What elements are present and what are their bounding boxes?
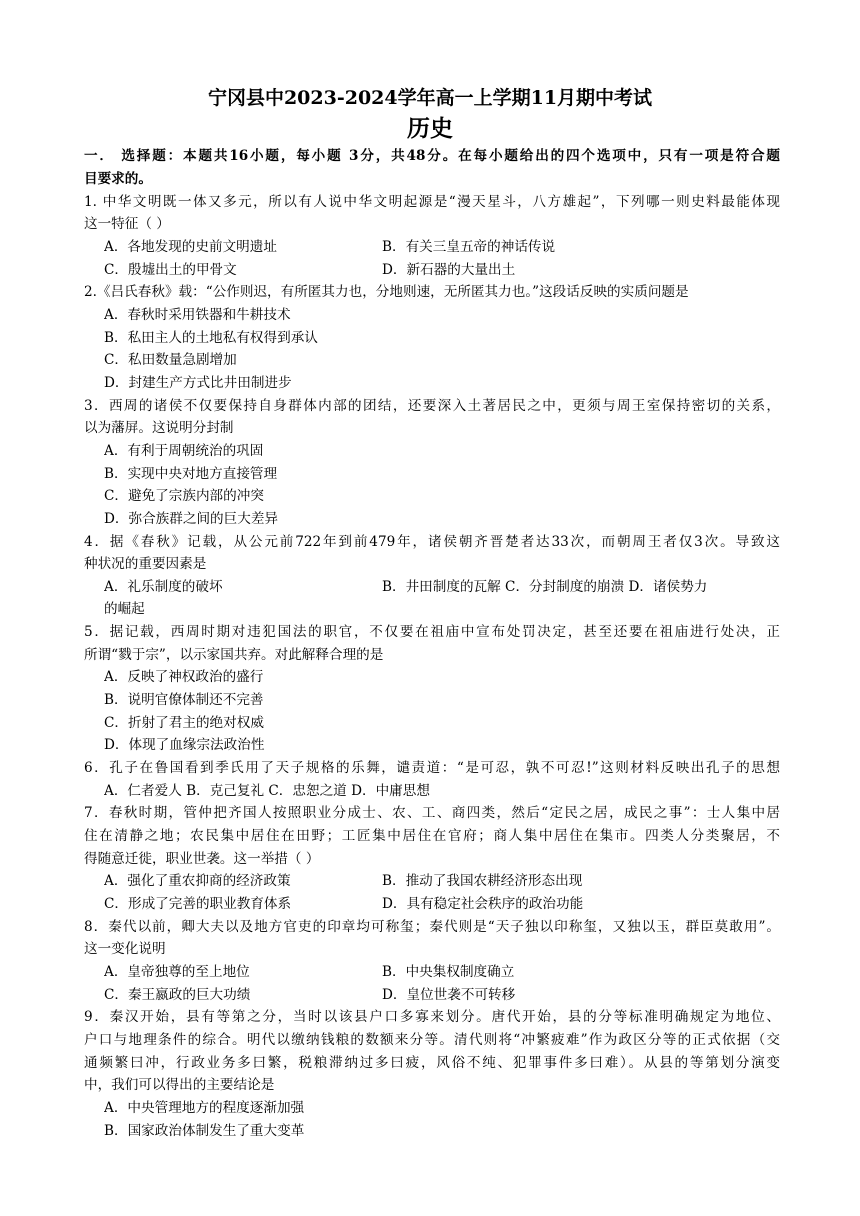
- q7-stem-line-1: 7．春秋时期，管仲把齐国人按照职业分成士、农、工、商四类，然后“定民之居，成民之事”：士人集中居: [84, 805, 780, 821]
- q3-option-c: C．避免了宗族内部的冲突: [104, 488, 264, 504]
- q3-option-b: B．实现中央对地方直接管理: [104, 466, 278, 482]
- exam-title: 宁冈县中2023-2024学年高一上学期11月期中考试: [207, 87, 653, 109]
- q8-option-a: A．皇帝独尊的至上地位: [104, 964, 250, 980]
- section-instructions-line-1: 一． 选择题：本题共16小题，每小题 3分，共48分。在每小题给出的四个选项中，只有一项是符合题: [84, 148, 780, 164]
- q3-stem-line-2: 以为藩屏。这说明分封制: [84, 420, 234, 436]
- q2-option-a: A．春秋时采用铁器和牛耕技术: [104, 307, 291, 323]
- q1-option-a: A．各地发现的史前文明遗址: [104, 239, 277, 255]
- q5-option-b: B．说明官僚体制还不完善: [104, 692, 264, 708]
- q1-option-c: C．殷墟出土的甲骨文: [104, 262, 237, 278]
- q7-option-d: D．具有稳定社会秩序的政治功能: [382, 896, 584, 912]
- q4-stem-line-2: 种状况的重要因素是: [84, 556, 207, 572]
- q5-option-c: C．折射了君主的绝对权威: [104, 715, 264, 731]
- q6-stem-line-1: 6．孔子在鲁国看到季氏用了天子规格的乐舞，谴责道：“是可忍，孰不可忍!”这则材料反映出孔子的思想: [84, 760, 780, 776]
- q8-option-c: C．秦王嬴政的巨大功绩: [104, 987, 251, 1003]
- q6-options: A．仁者爱人 B．克己复礼 C．忠恕之道 D．中庸思想: [104, 783, 430, 799]
- q4-options-b-c-d: B．井田制度的瓦解 C．分封制度的崩溃 D．诸侯势力: [382, 579, 708, 595]
- q5-option-d: D．体现了血缘宗法政治性: [104, 737, 265, 753]
- q9-stem-line-3: 通频繁曰冲，行政业务多曰繁，税粮滞纳过多曰疲，风俗不纯、犯罪事件多曰难）。从县的等第划分演变: [84, 1055, 780, 1071]
- q1-stem-line-1: 1. 中华文明既一体又多元，所以有人说中华文明起源是“漫天星斗，八方雄起”，下列哪一则史料最能体现: [84, 194, 780, 210]
- subject-title: 历史: [407, 115, 453, 142]
- q8-stem-line-2: 这一变化说明: [84, 941, 166, 957]
- q8-stem-line-1: 8．秦代以前，卿大夫以及地方官吏的印章均可称玺；秦代则是“天子独以印称玺，又独以玉，群臣莫敢用”。: [84, 919, 780, 935]
- q9-option-b: B．国家政治体制发生了重大变革: [104, 1123, 305, 1139]
- q2-option-d: D．封建生产方式比井田制进步: [104, 375, 292, 391]
- q1-option-b: B．有关三皇五帝的神话传说: [382, 239, 556, 255]
- q4-stem-line-1: 4．据《春秋》记载，从公元前722年到前479年，诸侯朝齐晋楚者达33次，而朝周王者仅3次。导致这: [84, 534, 780, 550]
- q9-stem-line-4: 中，我们可以得出的主要结论是: [84, 1077, 275, 1093]
- section-instructions-line-2: 目要求的。: [84, 171, 152, 187]
- q7-stem-line-3: 得随意迁徙，职业世袭。这一举措（ ）: [84, 851, 320, 867]
- q3-option-d: D．弥合族群之间的巨大差异: [104, 511, 279, 527]
- q9-stem-line-1: 9．秦汉开始，县有等第之分，当时以该县户口多寡来划分。唐代开始，县的分等标准明确规定为地位、: [84, 1009, 780, 1025]
- q5-stem-line-1: 5．据记载，西周时期对违犯国法的职官，不仅要在祖庙中宣布处罚决定，甚至还要在祖庙进行处决，正: [84, 624, 780, 640]
- q1-option-d: D．新石器的大量出土: [382, 262, 516, 278]
- q9-option-a: A．中央管理地方的程度逐渐加强: [104, 1100, 305, 1116]
- q5-option-a: A．反映了神权政治的盛行: [104, 669, 264, 685]
- q7-option-a: A．强化了重农抑商的经济政策: [104, 873, 291, 889]
- q7-option-b: B．推动了我国农耕经济形态出现: [382, 873, 583, 889]
- q7-stem-line-2: 住在清静之地；农民集中居住在田野；工匠集中居住在官府；商人集中居住在集市。四类人分类聚居，不: [84, 828, 780, 844]
- q3-stem-line-1: 3．西周的诸侯不仅要保持自身群体内部的团结，还要深入土著居民之中，更须与周王室保持密切的关系，: [84, 398, 780, 414]
- q2-option-b: B．私田主人的土地私有权得到承认: [104, 330, 318, 346]
- q1-stem-line-2: 这一特征（ ）: [84, 216, 170, 232]
- q8-option-b: B．中央集权制度确立: [382, 964, 515, 980]
- q3-option-a: A．有利于周朝统治的巩固: [104, 443, 264, 459]
- q2-option-c: C．私田数量急剧增加: [104, 352, 237, 368]
- q5-stem-line-2: 所谓“戮于宗”，以示家国共弃。对此解释合理的是: [84, 647, 384, 663]
- q7-option-c: C．形成了完善的职业教育体系: [104, 896, 292, 912]
- q8-option-d: D．皇位世袭不可转移: [382, 987, 516, 1003]
- q4-option-a: A．礼乐制度的破坏: [104, 579, 223, 595]
- q4-option-d-continued: 的崛起: [104, 601, 145, 617]
- q2-stem-line-1: 2.《吕氏春秋》载：“公作则迟，有所匿其力也，分地则速，无所匿其力也。”这段话反映的实质问题是: [84, 284, 689, 300]
- q9-stem-line-2: 户口与地理条件的综合。明代以缴纳钱粮的数额来分等。清代则将“冲繁疲难”作为政区分等的正式依据（交: [84, 1032, 780, 1048]
